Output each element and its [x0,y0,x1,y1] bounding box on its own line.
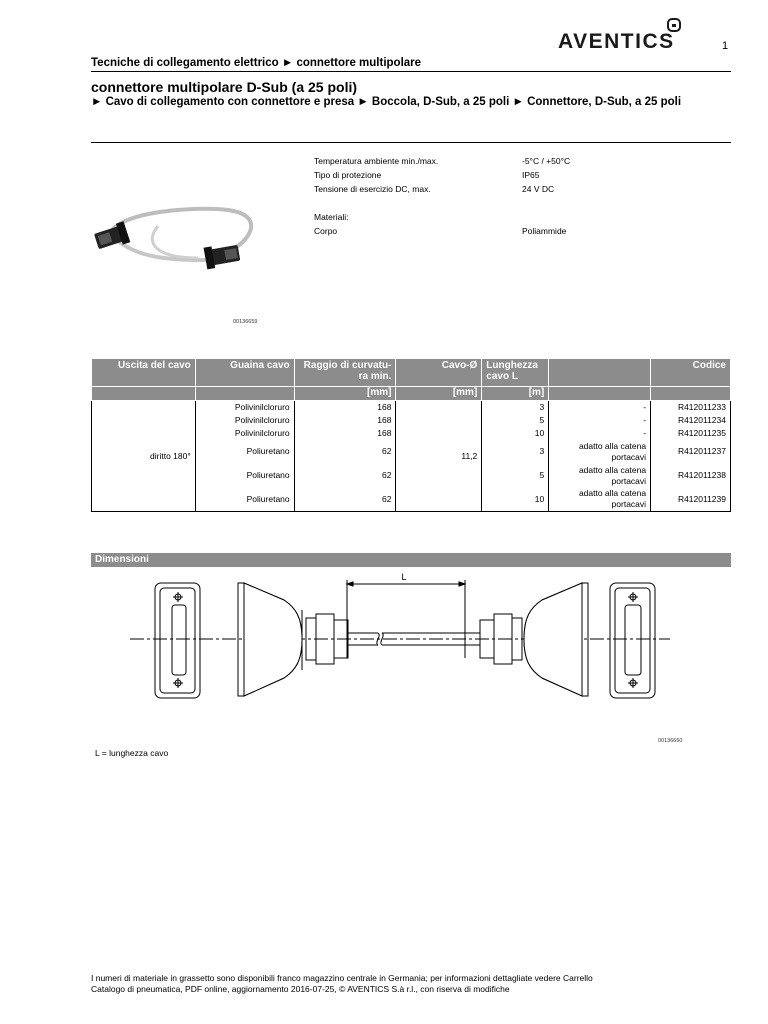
breadcrumb: Tecniche di collegamento elettrico ► connettore multipolare [91,57,422,69]
cell-note: adatto alla catena portacavi [549,488,651,512]
logo-mark-icon [667,18,681,32]
cell-sheath: Poliuretano [195,488,294,512]
cell-code: R412011237 [651,440,731,464]
divider [91,71,731,72]
spec-label: Tensione di esercizio DC, max. [314,184,431,194]
col-header [549,359,651,387]
order-table [91,358,731,512]
cell-radius: 168 [294,401,396,414]
unit-header: [mm] [396,387,482,401]
cell-radius: 168 [294,414,396,427]
cell-sheath: Polivinilcloruro [195,401,294,414]
footer-line: Catalogo di pneumatica, PDF online, aggiornamento 2016-07-25, © AVENTICS S.à r.l., con riserva di modifiche [91,984,510,994]
dimension-l-label: L [401,572,407,582]
cell-note: - [549,414,651,427]
divider [91,142,731,143]
cell-code: R412011238 [651,464,731,488]
dimension-legend: L = lunghezza cavo [95,748,169,758]
spec-label: Corpo [314,226,338,236]
cell-code: R412011233 [651,401,731,414]
cell-sheath: Polivinilcloruro [195,427,294,440]
cell-length: 5 [482,414,549,427]
page-subtitle: ► Cavo di collegamento con connettore e presa ► Boccola, D-Sub, a 25 poli ► Connettore, D-Sub, a 25 poli [91,96,682,108]
cell-radius: 62 [294,464,396,488]
table-row [92,401,731,414]
section-title: Dimensioni [95,554,149,565]
section-bar [91,553,731,567]
cell-note: adatto alla catena portacavi [549,440,651,464]
cell-sheath: Poliuretano [195,464,294,488]
cell-radius: 62 [294,440,396,464]
cell-sheath: Poliuretano [195,440,294,464]
col-header: Cavo-Ø [396,359,482,387]
page-number: 1 [722,40,729,52]
footer [91,973,593,995]
cell-length: 10 [482,427,549,440]
cell-code: R412011234 [651,414,731,427]
cell-length: 3 [482,401,549,414]
cell-note: adatto alla catena portacavi [549,464,651,488]
cell-diameter: 11,2 [396,401,482,512]
unit-header [92,387,196,401]
footer-line: I numeri di materiale in grassetto sono disponibili franco magazzino centrale in Germania; per informazioni dettagliate vedere Carrello [91,973,593,983]
cell-sheath: Polivinilcloruro [195,414,294,427]
page-title: connettore multipolare D-Sub (a 25 poli) [91,79,358,95]
cell-length: 3 [482,440,549,464]
cell-radius: 168 [294,427,396,440]
cell-note: - [549,427,651,440]
spec-value: 24 V DC [522,184,555,194]
spec-value: IP65 [522,170,540,180]
image-code: 00136659 [233,319,258,325]
cell-note: - [549,401,651,414]
cell-length: 5 [482,464,549,488]
spec-label: Temperatura ambiente min./max. [314,156,439,166]
drawing-code: 00136660 [658,738,683,744]
col-header: Lunghezza cavo L [482,359,549,387]
unit-header: [m] [482,387,549,401]
col-header: Guaina cavo [195,359,294,387]
unit-header [549,387,651,401]
spec-label: Tipo di protezione [314,170,382,180]
unit-header [195,387,294,401]
brand-logo: AVENTICS [558,30,675,53]
product-image [88,196,264,276]
cell-code: R412011235 [651,427,731,440]
col-header: Uscita del cavo [92,359,196,387]
cell-code: R412011239 [651,488,731,512]
spec-value: -5°C / +50°C [522,156,571,166]
unit-header [651,387,731,401]
dimension-drawing [120,570,680,715]
col-header: Raggio di curvatu-ra min. [294,359,396,387]
cell-outlet: diritto 180° [150,450,191,461]
cell-length: 10 [482,488,549,512]
materials-heading: Materiali: [314,212,349,222]
spec-value: Poliammide [522,226,567,236]
cell-radius: 62 [294,488,396,512]
col-header: Codice [651,359,731,387]
unit-header: [mm] [294,387,396,401]
